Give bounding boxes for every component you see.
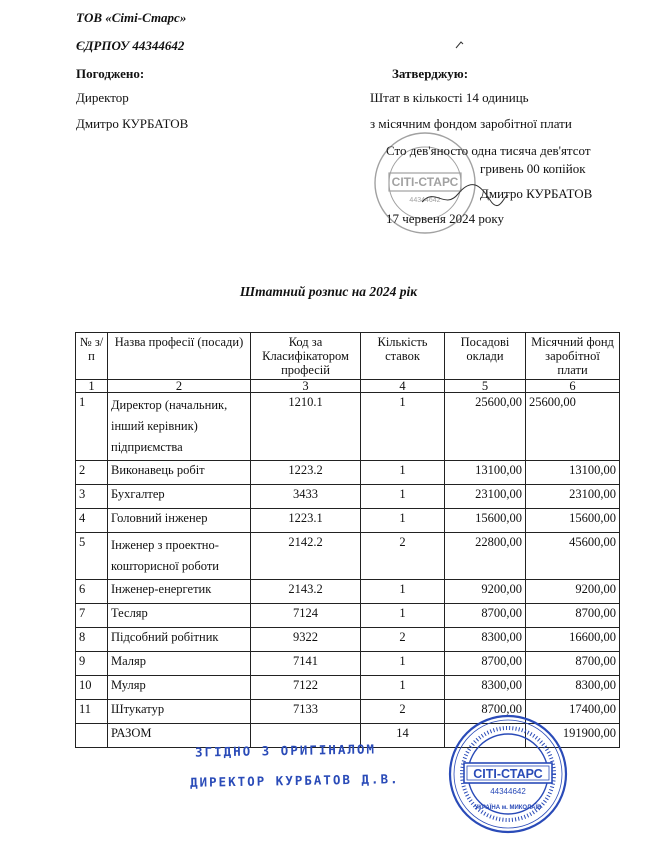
svg-text:44344642: 44344642 bbox=[409, 197, 441, 204]
approve-line3: Сто дев'яносто одна тисяча дев'ятсот bbox=[386, 143, 591, 158]
header-salary: Посадові оклади bbox=[445, 333, 526, 380]
row-name: Інженер з проектно-кошторисної роботи bbox=[108, 533, 251, 580]
row-salary: 8700,00 bbox=[445, 700, 526, 724]
row-code: 1210.1 bbox=[251, 393, 361, 461]
row-code: 1223.1 bbox=[251, 509, 361, 533]
row-fund: 45600,00 bbox=[526, 533, 620, 580]
row-number: 6 bbox=[76, 580, 108, 604]
company-name: ТОВ «Сіті-Старс» bbox=[76, 10, 187, 25]
row-qty: 2 bbox=[361, 628, 445, 652]
seal-center-text: СІТІ-СТАРС bbox=[473, 767, 543, 781]
table-row bbox=[76, 509, 620, 533]
row-code: 2143.2 bbox=[251, 580, 361, 604]
table-row bbox=[76, 461, 620, 485]
row-name: Виконавець робіт bbox=[108, 461, 251, 485]
row-qty: 1 bbox=[361, 393, 445, 461]
header-quantity: Кількість ставок bbox=[361, 333, 445, 380]
row-salary: 9200,00 bbox=[445, 580, 526, 604]
row-fund: 15600,00 bbox=[526, 509, 620, 533]
row-qty: 1 bbox=[361, 485, 445, 509]
staff-table bbox=[75, 332, 620, 748]
row-number: 7 bbox=[76, 604, 108, 628]
col-num: 2 bbox=[108, 380, 251, 393]
total-qty: 14 bbox=[361, 724, 445, 748]
total-fund: 191900,00 bbox=[526, 724, 620, 748]
row-code: 7122 bbox=[251, 676, 361, 700]
row-code: 7141 bbox=[251, 652, 361, 676]
row-code: 7124 bbox=[251, 604, 361, 628]
seal-code-text: 44344642 bbox=[490, 787, 526, 796]
column-numbers-row bbox=[76, 380, 620, 393]
row-qty: 1 bbox=[361, 509, 445, 533]
row-fund: 8700,00 bbox=[526, 604, 620, 628]
approve-line4: гривень 00 копійок bbox=[480, 161, 586, 176]
header-number: № з/п bbox=[76, 333, 108, 380]
row-number: 3 bbox=[76, 485, 108, 509]
table-row bbox=[76, 604, 620, 628]
total-label: РАЗОМ bbox=[108, 724, 251, 748]
row-qty: 2 bbox=[361, 533, 445, 580]
table-row bbox=[76, 676, 620, 700]
agreed-label: Погоджено: bbox=[76, 66, 145, 81]
row-number: 1 bbox=[76, 393, 108, 461]
row-fund: 16600,00 bbox=[526, 628, 620, 652]
col-num: 1 bbox=[76, 380, 108, 393]
col-num: 5 bbox=[445, 380, 526, 393]
col-num: 4 bbox=[361, 380, 445, 393]
approve-line2: з місячним фондом заробітної плати bbox=[370, 116, 572, 131]
row-qty: 1 bbox=[361, 676, 445, 700]
row-name: Бухгалтер bbox=[108, 485, 251, 509]
row-salary: 13100,00 bbox=[445, 461, 526, 485]
row-salary: 23100,00 bbox=[445, 485, 526, 509]
row-number: 2 bbox=[76, 461, 108, 485]
row-qty: 2 bbox=[361, 700, 445, 724]
row-salary: 15600,00 bbox=[445, 509, 526, 533]
row-fund: 9200,00 bbox=[526, 580, 620, 604]
approve-date: 17 червеня 2024 року bbox=[386, 211, 504, 226]
row-salary: 8700,00 bbox=[445, 604, 526, 628]
approve-line1: Штат в кількості 14 одиниць bbox=[370, 90, 529, 105]
row-salary: 22800,00 bbox=[445, 533, 526, 580]
row-number: 4 bbox=[76, 509, 108, 533]
signature-icon bbox=[420, 182, 510, 212]
table-row bbox=[76, 652, 620, 676]
row-salary: 8300,00 bbox=[445, 628, 526, 652]
row-name: Директор (начальник, інший керівник) підприємства bbox=[108, 393, 251, 461]
table-row bbox=[76, 485, 620, 509]
page-title: Штатний розпис на 2024 рік bbox=[239, 284, 418, 299]
company-edrpou: ЄДРПОУ 44344642 bbox=[76, 38, 185, 53]
row-name: Маляр bbox=[108, 652, 251, 676]
row-name: Головний інженер bbox=[108, 509, 251, 533]
row-fund: 23100,00 bbox=[526, 485, 620, 509]
agreed-position: Директор bbox=[76, 90, 129, 105]
row-fund: 25600,00 bbox=[526, 393, 620, 461]
row-fund: 13100,00 bbox=[526, 461, 620, 485]
row-qty: 1 bbox=[361, 461, 445, 485]
header-fund: Місячний фонд заробітної плати bbox=[526, 333, 620, 380]
row-salary: 25600,00 bbox=[445, 393, 526, 461]
col-num: 3 bbox=[251, 380, 361, 393]
row-qty: 1 bbox=[361, 580, 445, 604]
row-qty: 1 bbox=[361, 652, 445, 676]
row-name: Інженер-енергетик bbox=[108, 580, 251, 604]
table-row bbox=[76, 580, 620, 604]
certification-line2: ДИРЕКТОР КУРБАТОВ Д.В. bbox=[189, 771, 400, 790]
row-number: 5 bbox=[76, 533, 108, 580]
header-code: Код за Класифікатором професій bbox=[251, 333, 361, 380]
row-name: Муляр bbox=[108, 676, 251, 700]
table-row bbox=[76, 393, 620, 461]
col-num: 6 bbox=[526, 380, 620, 393]
row-number: 9 bbox=[76, 652, 108, 676]
row-code: 9322 bbox=[251, 628, 361, 652]
approve-signer: Дмитро КУРБАТОВ bbox=[480, 186, 593, 201]
row-number: 10 bbox=[76, 676, 108, 700]
row-fund: 8700,00 bbox=[526, 652, 620, 676]
header-name: Назва професії (посади) bbox=[108, 333, 251, 380]
row-number: 11 bbox=[76, 700, 108, 724]
row-code: 7133 bbox=[251, 700, 361, 724]
row-salary: 8700,00 bbox=[445, 652, 526, 676]
row-code: 3433 bbox=[251, 485, 361, 509]
row-name: Підсобний робітник bbox=[108, 628, 251, 652]
approve-label: Затверджую: bbox=[392, 66, 469, 81]
svg-text:СІТІ-СТАРС: СІТІ-СТАРС bbox=[391, 175, 459, 189]
row-name: Тесляр bbox=[108, 604, 251, 628]
row-code: 1223.2 bbox=[251, 461, 361, 485]
certification-line1: ЗГІДНО З ОРИГІНАЛОМ bbox=[194, 741, 377, 760]
row-code: 2142.2 bbox=[251, 533, 361, 580]
table-row bbox=[76, 628, 620, 652]
row-salary: 8300,00 bbox=[445, 676, 526, 700]
row-name: Штукатур bbox=[108, 700, 251, 724]
table-row bbox=[76, 533, 620, 580]
seal-city-text: УКРАЇНА м. МИКОЛАЇВ bbox=[474, 805, 542, 811]
row-qty: 1 bbox=[361, 604, 445, 628]
row-number: 8 bbox=[76, 628, 108, 652]
table-header-row bbox=[76, 333, 620, 380]
row-fund: 17400,00 bbox=[526, 700, 620, 724]
row-fund: 8300,00 bbox=[526, 676, 620, 700]
mark-icon bbox=[455, 40, 465, 50]
agreed-name: Дмитро КУРБАТОВ bbox=[76, 116, 189, 131]
